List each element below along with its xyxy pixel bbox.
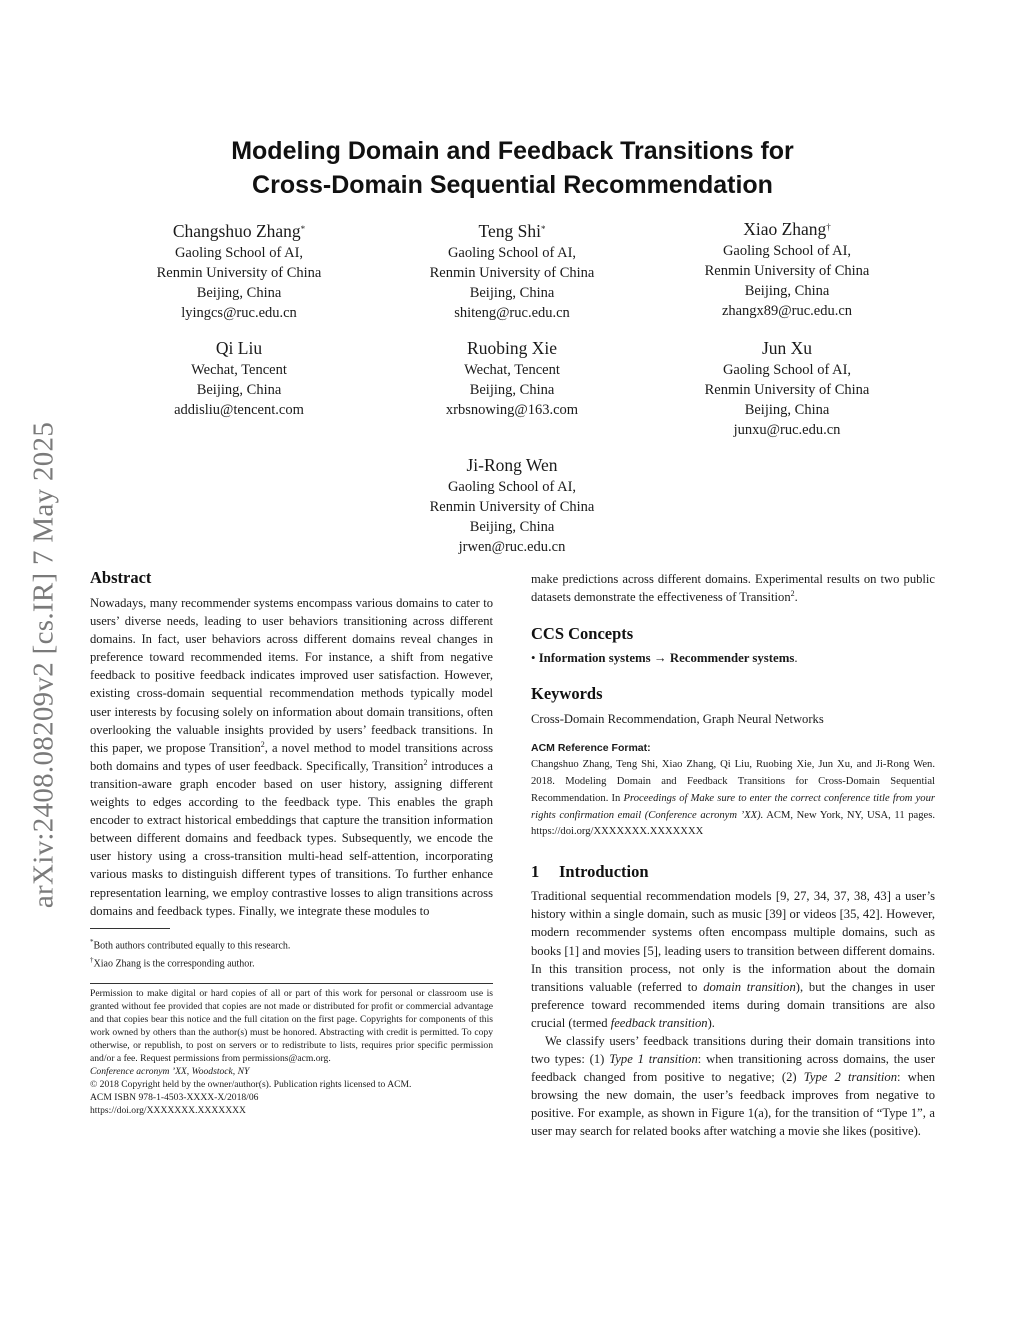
acm-reference-text (531, 757, 935, 841)
ccs-term: Information systems (538, 651, 651, 666)
permission-block (90, 988, 493, 1117)
author-email: junxu@ruc.edu.cn (733, 422, 841, 438)
superscript: 2 (423, 757, 428, 767)
intro-text: : when transitioning across domains, the user feedback changed from positive to negative; (2) (531, 1052, 936, 1085)
reference-tail: ACM, New York, NY, USA, 11 pages. https://doi.org/XXXXXXX.XXXXXXX (531, 809, 935, 838)
section-title: Introduction (559, 862, 649, 882)
abstract-continuation (531, 570, 935, 606)
intro-emphasis: domain transition (703, 979, 796, 994)
introduction-heading (531, 861, 935, 883)
doi-line[interactable]: https://doi.org/XXXXXXX.XXXXXXX (90, 1104, 246, 1116)
intro-text: ). (707, 1015, 715, 1030)
author-affiliation: Renmin University of China (704, 263, 870, 279)
keywords-heading: Keywords (531, 684, 603, 704)
author-email: addisliu@tencent.com (174, 402, 304, 418)
author-location: Beijing, China (744, 402, 830, 418)
ccs-period: . (794, 651, 798, 666)
right-column (531, 570, 935, 1141)
author-email: xrbsnowing@163.com (445, 402, 579, 418)
title-line-1: Modeling Domain and Feedback Transitions for (231, 137, 794, 165)
footnotes: *Both authors contributed equally to this research. †Xiao Zhang is the corresponding author. (90, 937, 291, 970)
reference-venue: Proceedings of Make sure to enter the correct conference title from your rights confirmation email (Conference acronym ’XX). (531, 792, 936, 821)
footnote-rule (90, 928, 170, 929)
author-email: shiteng@ruc.edu.cn (454, 305, 570, 321)
conference-line: Conference acronym ’XX, Woodstock, NY (90, 1065, 250, 1077)
author-block (114, 220, 364, 323)
author-affiliation: Renmin University of China (156, 265, 322, 281)
permission-rule (90, 983, 493, 984)
ccs-heading: CCS Concepts (531, 624, 634, 644)
title-line-2: Cross-Domain Sequential Recommendation (252, 171, 773, 199)
author-affiliation: Renmin University of China (429, 499, 595, 515)
author-block (387, 220, 637, 323)
author-mark: * (540, 224, 546, 234)
ccs-concept (531, 649, 935, 667)
author-block (114, 337, 364, 420)
author-affiliation: Gaoling School of AI, (722, 362, 852, 378)
author-affiliation: Gaoling School of AI, (447, 245, 577, 261)
author-affiliation: Gaoling School of AI, (174, 245, 304, 261)
author-affiliation: Renmin University of China (704, 382, 870, 398)
abstract-text (90, 594, 493, 920)
author-block (662, 337, 912, 440)
author-block (387, 454, 637, 557)
author-mark: * (300, 224, 306, 234)
intro-text: ), but the changes in user preference toward recommended items during domain transitions are also crucial (termed (531, 979, 935, 1030)
author-affiliation: Wechat, Tencent (464, 362, 560, 378)
author-name: Xiao Zhang (743, 219, 827, 239)
abstract-heading: Abstract (90, 568, 152, 587)
ccs-term: Recommender systems (669, 651, 795, 666)
author-location: Beijing, China (469, 519, 555, 535)
author-email: lyingcs@ruc.edu.cn (181, 305, 297, 321)
intro-emphasis: feedback transition (610, 1015, 708, 1030)
author-location: Beijing, China (469, 382, 555, 398)
intro-paragraph-2 (531, 1032, 935, 1141)
author-email: jrwen@ruc.edu.cn (458, 539, 566, 555)
acm-reference (531, 741, 935, 841)
left-column (90, 567, 493, 1117)
author-location: Beijing, China (196, 382, 282, 398)
superscript: 2 (260, 739, 265, 749)
author-block (387, 337, 637, 420)
superscript: 2 (790, 588, 795, 598)
paper-title (90, 134, 935, 202)
author-location: Beijing, China (744, 283, 830, 299)
abstract-part: introduces a transition-aware graph encoder based on user history, assigning different weights to edges according to the feedback type. This enables the graph encoder to extract historical embeddings that capture the transition information between different domains and feedback types. Subsequently, we encode the user history using a cross-transition multi-head self-attention, incorporating various masks to distinguish different types of transitions. To further enhance representation learning, we employ contrastive losses to align transitions across domains and feedback types. Finally, we integrate these modules to (90, 758, 493, 918)
section-number: 1 (531, 862, 540, 882)
bullet: • (531, 651, 536, 666)
permission-text: Permission to make digital or hard copies of all or part of this work for personal or classroom use is granted without fee provided that copies are not made or distributed for profit or commercial advantage and that copies bear this notice and the full citation on the first page. Copyrights for components of this work owned by others than the author(s) must be honored. Abstracting with credit is permitted. To copy otherwise, or republish, to post on servers or to redistribute to lists, requires prior specific permission and/or a fee. Request permissions from permissions@acm.org. (90, 988, 493, 1064)
footnote-equal-contribution: Both authors contributed equally to this research. (93, 940, 291, 952)
author-name: Jun Xu (761, 338, 813, 358)
intro-emphasis: Type 2 transition (803, 1070, 898, 1085)
author-name: Ji-Rong Wen (466, 455, 558, 475)
intro-paragraph-1 (531, 887, 935, 1032)
isbn-line: ACM ISBN 978-1-4503-XXXX-X/2018/06 (90, 1091, 259, 1103)
arxiv-stamp (20, 370, 68, 960)
author-affiliation: Wechat, Tencent (191, 362, 287, 378)
author-email: zhangx89@ruc.edu.cn (721, 303, 853, 319)
intro-text: : when browsing the new domain, the user’s feedback improves from negative to positive. For example, as shown in Figure 1(a), for the transition of “Type 1”, a user may search for related books after watching a movie she likes (positive). (531, 1070, 936, 1139)
footnote-corresponding: Xiao Zhang is the corresponding author. (93, 958, 255, 970)
author-name: Qi Liu (215, 338, 263, 358)
copyright-line: © 2018 Copyright held by the owner/author(s). Publication rights licensed to ACM. (90, 1078, 412, 1090)
author-affiliation: Gaoling School of AI, (447, 479, 577, 495)
intro-emphasis: Type 1 transition (609, 1052, 698, 1067)
abstract-part: . (794, 590, 798, 605)
acm-reference-heading: ACM Reference Format: (531, 742, 651, 755)
keywords-text: Cross-Domain Recommendation, Graph Neural Networks (531, 712, 824, 727)
author-affiliation: Gaoling School of AI, (722, 243, 852, 259)
abstract-part: , a novel method to model transitions across both domains and types of user feedback. Specifically, Transition (90, 740, 493, 773)
arxiv-stamp-text: arXiv:2408.08209v2 [cs.IR] 7 May 2025 (27, 421, 60, 909)
author-location: Beijing, China (196, 285, 282, 301)
arrow-icon: → (653, 651, 667, 666)
author-block (662, 218, 912, 321)
author-mark: † (826, 222, 831, 232)
author-location: Beijing, China (469, 285, 555, 301)
reference-authors: Changshuo Zhang, Teng Shi, Xiao Zhang, Qi Liu, Ruobing Xie, Jun Xu, and Ji-Rong Wen. 2018. Modeling Domain and Feedback Transitions for Cross-Domain Sequential Recommendation. In (531, 759, 935, 804)
author-affiliation: Renmin University of China (429, 265, 595, 281)
intro-text: Traditional sequential recommendation models [9, 27, 34, 37, 38, 43] a user’s history within a single domain, such as music [39] or videos [35, 42]. However, modern recommender systems often encompass multiple domains, such as books [1] and movies [5], leading users to transition between different domains. In this transition process, not only is the information about the domain transitions valuable (referred to (531, 889, 935, 994)
author-name: Teng Shi (478, 221, 541, 241)
author-name: Ruobing Xie (467, 338, 557, 358)
intro-text: We classify users’ feedback transitions during their domain transitions into two types: (1) (531, 1034, 935, 1067)
abstract-part: Nowadays, many recommender systems encompass various domains to cater to users’ diverse needs, leading to user behaviors transitioning across different domains. In fact, user behaviors across different domains reveal changes in preference toward recommended items. For instance, a shift from negative feedback to positive feedback indicates improved user satisfaction. However, existing cross-domain sequential recommendation methods typically model user interests by focusing solely on information about domain transitions, often overlooking the valuable insights provided by users’ feedback transitions. In this paper, we propose Transition (90, 596, 493, 755)
abstract-part: make predictions across different domains. Experimental results on two public datasets demonstrate the effectiveness of Transition (531, 572, 935, 605)
author-name: Changshuo Zhang (172, 221, 301, 241)
